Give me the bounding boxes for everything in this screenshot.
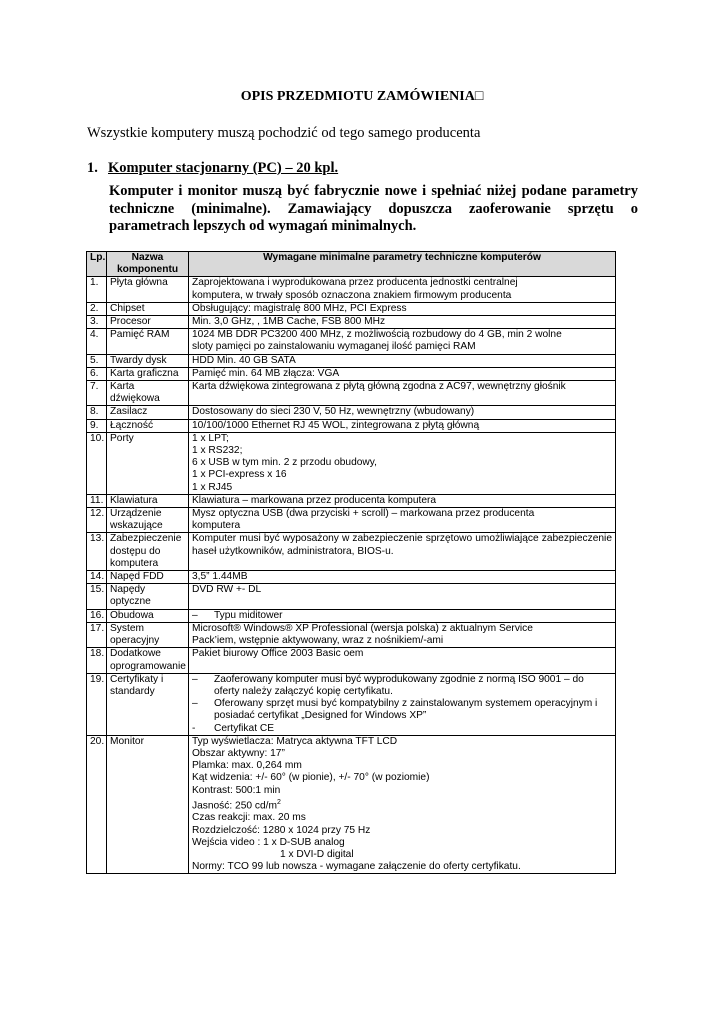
row-number: 19. (87, 673, 107, 735)
component-params (189, 533, 616, 571)
component-params (189, 432, 616, 494)
component-params (189, 622, 616, 647)
section-heading-text: Komputer stacjonarny (PC) – 20 kpl. (108, 160, 339, 176)
param-line: Min. 3,0 GHz, , 1MB Cache, FSB 800 MHz (192, 316, 386, 328)
row-number: 6. (87, 367, 107, 380)
component-params (189, 277, 616, 302)
row-number: 15. (87, 584, 107, 609)
component-params (189, 673, 616, 735)
header-lp: Lp. (87, 252, 107, 277)
component-name: Twardy dysk (107, 354, 189, 367)
bullet-dash: – (192, 609, 198, 621)
bullet-item (192, 674, 612, 698)
monitor-spec-line (192, 772, 612, 784)
table-row (87, 735, 616, 874)
param-line: Pamięć min. 64 MB złącza: VGA (192, 367, 340, 379)
param-line: HDD Min. 40 GB SATA (192, 354, 296, 366)
bullet-dash: - (192, 722, 196, 734)
table-row (87, 533, 616, 571)
row-number: 2. (87, 302, 107, 315)
monitor-spec-line (192, 812, 612, 824)
monitor-spec-text: Obszar aktywny: 17” (192, 747, 285, 759)
component-params (189, 494, 616, 507)
param-line: 6 x USB w tym min. 2 z przodu obudowy, (192, 457, 377, 469)
bullet-text: Typu miditower (214, 609, 283, 621)
param-line: DVD RW +- DL (192, 584, 262, 596)
table-header-row (87, 252, 616, 277)
param-line: Pack’iem, wstępnie aktywowany, wraz z nośnikiem/-ami (192, 635, 444, 647)
monitor-spec-line (192, 797, 612, 813)
component-name: Karta dźwiękowa (107, 381, 189, 406)
param-line: komputera, w trwały sposób oznaczona znakiem firmowym producenta (192, 289, 512, 301)
table-row (87, 406, 616, 419)
bullet-text: Oferowany sprzęt musi być kompatybilny z zainstalowanym systemem operacyjnym i posiadać certyfikat „Designed for Windows XP” (214, 698, 598, 722)
param-line: 3,5” 1.44MB (192, 571, 248, 583)
row-number: 8. (87, 406, 107, 419)
row-number: 9. (87, 419, 107, 432)
table-row (87, 367, 616, 380)
param-line: Zaprojektowana i wyprodukowana przez producenta jednostki centralnej (192, 277, 518, 289)
monitor-spec-line (192, 748, 612, 760)
bullet-item (192, 698, 612, 722)
monitor-spec-text: Rozdzielczość: 1280 x 1024 przy 75 Hz (192, 824, 371, 836)
component-name: Procesor (107, 316, 189, 329)
row-number: 3. (87, 316, 107, 329)
param-line: 1 x RJ45 (192, 481, 233, 493)
monitor-spec-text: 1 x DVI-D digital (280, 848, 354, 860)
monitor-spec-text: Typ wyświetlacza: Matryca aktywna TFT LCD (192, 735, 398, 747)
table-row (87, 419, 616, 432)
row-number: 14. (87, 571, 107, 584)
component-name: Zasilacz (107, 406, 189, 419)
monitor-spec-line (192, 736, 612, 748)
component-name: Chipset (107, 302, 189, 315)
param-line: Karta dźwiękowa zintegrowana z płytą główną zgodna z AC97, wewnętrzny głośnik (192, 381, 566, 393)
component-name: Dodatkowe oprogramowanie (107, 648, 189, 673)
monitor-spec-text: Plamka: max. 0,264 mm (192, 760, 302, 772)
table-row (87, 302, 616, 315)
table-row (87, 381, 616, 406)
table-row (87, 673, 616, 735)
monitor-spec-text: Kąt widzenia: +/- 60° (w pionie), +/- 70° (w poziomie) (192, 772, 430, 784)
component-params (189, 648, 616, 673)
intro-text: Wszystkie komputery muszą pochodzić od tego samego producenta (87, 125, 481, 141)
table-row (87, 622, 616, 647)
row-number: 13. (87, 533, 107, 571)
monitor-spec-line (192, 825, 612, 837)
bullet-item (192, 610, 612, 622)
table-row (87, 494, 616, 507)
component-name: Monitor (107, 735, 189, 874)
param-line: 1 x LPT; (192, 432, 229, 444)
component-params (189, 367, 616, 380)
table-row (87, 432, 616, 494)
monitor-spec-text: Jasność: 250 cd/m (192, 800, 277, 812)
row-number: 11. (87, 494, 107, 507)
section-number: 1. (87, 160, 98, 176)
component-name: System operacyjny (107, 622, 189, 647)
superscript: 2 (276, 798, 281, 806)
bullet-text: Certyfikat CE (214, 722, 275, 734)
table-row (87, 277, 616, 302)
component-params (189, 735, 616, 874)
table-row (87, 354, 616, 367)
param-line: Obsługujący: magistralę 800 MHz, PCI Express (192, 302, 407, 314)
component-name: Napęd FDD (107, 571, 189, 584)
row-number: 12. (87, 508, 107, 533)
param-line: Dostosowany do sieci 230 V, 50 Hz, wewnętrzny (wbudowany) (192, 406, 475, 418)
param-line: sloty pamięci po zainstalowaniu wymaganej ilość pamięci RAM (192, 341, 476, 353)
monitor-spec-line (192, 849, 612, 861)
component-params (189, 609, 616, 622)
param-line: Klawiatura – markowana przez producenta komputera (192, 494, 437, 506)
row-number: 10. (87, 432, 107, 494)
component-params (189, 508, 616, 533)
table-row (87, 329, 616, 354)
param-line: Pakiet biurowy Office 2003 Basic oem (192, 648, 364, 660)
param-line: komputera (192, 520, 241, 532)
row-number: 4. (87, 329, 107, 354)
param-text: Komputer musi być wyposażony w zabezpieczenie sprzętowo umożliwiające zabezpieczenie haseł użytkowników, administratora, BIOS-u. (192, 533, 612, 557)
table-row (87, 508, 616, 533)
component-name: Urządzenie wskazujące (107, 508, 189, 533)
component-name: Łączność (107, 419, 189, 432)
component-name: Płyta główna (107, 277, 189, 302)
component-name: Porty (107, 432, 189, 494)
param-line: 10/100/1000 Ethernet RJ 45 WOL, zintegrowana z płytą główną (192, 419, 480, 431)
section-paragraph: Komputer i monitor muszą być fabrycznie nowe i spełniać niżej podane parametry techniczne (minimalne). Zamawiający dopuszcza zaoferowanie sprzętu o parametrach lepszych od wymagań minimalnych. (109, 183, 638, 234)
monitor-spec-text: Czas reakcji: max. 20 ms (192, 812, 306, 824)
component-params (189, 584, 616, 609)
component-name: Zabezpieczenie dostępu do komputera (107, 533, 189, 571)
component-params (189, 302, 616, 315)
component-params (189, 354, 616, 367)
table-row (87, 316, 616, 329)
section-heading (87, 160, 338, 177)
component-params (189, 406, 616, 419)
monitor-spec-text: Kontrast: 500:1 min (192, 784, 281, 796)
component-name: Obudowa (107, 609, 189, 622)
row-number: 20. (87, 735, 107, 874)
component-params (189, 316, 616, 329)
param-line: Microsoft® Windows® XP Professional (wersja polska) z aktualnym Service (192, 622, 533, 634)
component-name: Pamięć RAM (107, 329, 189, 354)
monitor-spec-line (192, 837, 612, 849)
param-line: 1 x RS232; (192, 445, 243, 457)
param-line: 1 x PCI-express x 16 (192, 469, 287, 481)
monitor-spec-text: Wejścia video : 1 x D-SUB analog (192, 836, 345, 848)
param-line: Mysz optyczna USB (dwa przyciski + scroll) – markowana przez producenta (192, 508, 535, 520)
table-row (87, 571, 616, 584)
document-title: OPIS PRZEDMIOTU ZAMÓWIENIA□ (240, 89, 484, 104)
row-number: 18. (87, 648, 107, 673)
row-number: 1. (87, 277, 107, 302)
component-name: Klawiatura (107, 494, 189, 507)
bullet-dash: – (192, 698, 198, 710)
row-number: 7. (87, 381, 107, 406)
row-number: 17. (87, 622, 107, 647)
monitor-spec-line (192, 760, 612, 772)
monitor-spec-line (192, 785, 612, 797)
row-number: 5. (87, 354, 107, 367)
bullet-item (192, 723, 612, 735)
param-line: 1024 MB DDR PC3200 400 MHz, z możliwością rozbudowy do 4 GB, min 2 wolne (192, 329, 562, 341)
table-row (87, 584, 616, 609)
component-name: Napędy optyczne (107, 584, 189, 609)
table-body (87, 277, 616, 874)
component-params (189, 329, 616, 354)
monitor-spec-line (192, 861, 612, 873)
bullet-dash: – (192, 673, 198, 685)
spec-table (86, 251, 616, 874)
row-number: 16. (87, 609, 107, 622)
header-params: Wymagane minimalne parametry techniczne komputerów (189, 252, 616, 277)
bullet-text: Zaoferowany komputer musi być wyprodukowany zgodnie z normą ISO 9001 – do oferty należy załączyć kopię certyfikatu. (214, 673, 584, 697)
header-name: Nazwa komponentu (107, 252, 189, 277)
component-name: Certyfikaty i standardy (107, 673, 189, 735)
table-row (87, 609, 616, 622)
monitor-spec-text: Normy: TCO 99 lub nowsza - wymagane załączenie do oferty certyfikatu. (192, 861, 521, 873)
table-row (87, 648, 616, 673)
component-name: Karta graficzna (107, 367, 189, 380)
component-params (189, 419, 616, 432)
component-params (189, 571, 616, 584)
component-params (189, 381, 616, 406)
